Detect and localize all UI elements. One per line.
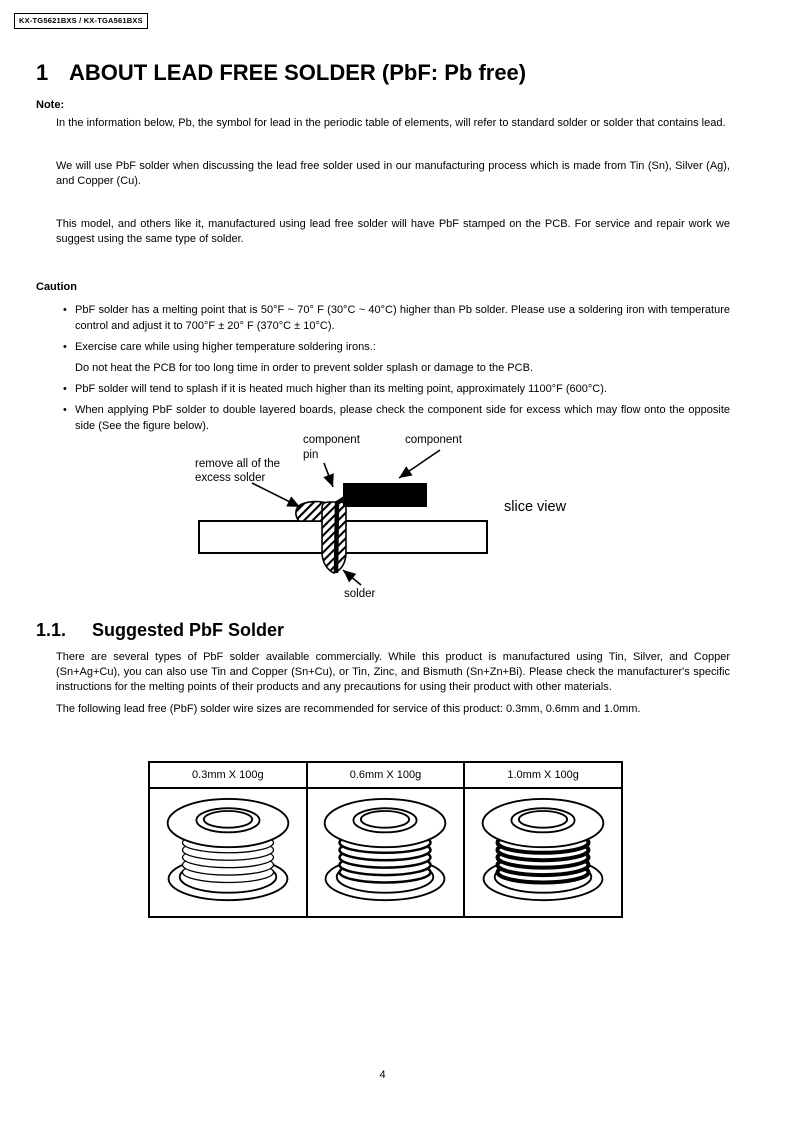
component-shape <box>343 483 427 507</box>
bullet-icon: • <box>63 341 67 353</box>
arrow-remove-excess <box>252 483 300 507</box>
solder-sizes-table <box>148 761 623 918</box>
bullet-icon: • <box>63 383 67 395</box>
caution-item-text: PbF solder has a melting point that is 50°F ~ 70° F (30°C ~ 40°C) higher than Pb solder. Please use a soldering iron with temperature control and adjust it to 700°F ± 20° F (370°C ± 10°C). <box>75 304 730 332</box>
caution-label: Caution <box>36 281 77 293</box>
caution-list <box>63 302 730 439</box>
diagram-label-remove-excess: excess solder <box>195 472 266 484</box>
solder-size-header: 1.0mm X 100g <box>464 762 622 788</box>
bullet-icon: • <box>63 304 67 316</box>
subsection-paragraph: The following lead free (PbF) solder wire sizes are recommended for service of this product: 0.3mm, 0.6mm and 1.0mm. <box>56 703 641 715</box>
caution-item <box>63 302 730 334</box>
note-label: Note: <box>36 99 65 111</box>
bullet-spacer <box>63 360 75 376</box>
model-number-header: KX-TG5621BXS / KX-TGA561BXS <box>14 13 148 29</box>
caution-item <box>63 360 730 376</box>
subsection-heading <box>36 618 284 642</box>
diagram-label-component: component <box>405 434 462 446</box>
solder-spool-cell <box>307 788 465 917</box>
section-number: 1 <box>36 60 49 85</box>
bullet-icon: • <box>63 404 67 416</box>
section-title: ABOUT LEAD FREE SOLDER (PbF: Pb free) <box>69 60 527 85</box>
arrow-component <box>399 450 440 478</box>
solder-spool-cell <box>149 788 307 917</box>
note-paragraph: In the information below, Pb, the symbol for lead in the periodic table of elements, will refer to standard solder or solder that contains lead. <box>56 117 726 129</box>
diagram-label-remove-excess: remove all of the <box>195 458 281 470</box>
caution-item-text: When applying PbF solder to double layered boards, please check the component side for excess which may flow onto the opposite side (See the figure below). <box>75 404 730 432</box>
caution-item <box>63 381 730 397</box>
caution-item-text: Exercise care while using higher temperature soldering irons.: <box>75 341 376 353</box>
arrow-solder <box>343 570 361 585</box>
solder-slice-view-diagram <box>150 425 650 615</box>
solder-spool-image <box>478 794 608 906</box>
subsection-number: 1.1. <box>36 620 67 640</box>
arrow-component-pin <box>324 463 333 487</box>
note-paragraphs <box>56 116 730 275</box>
solder-spool-image <box>163 794 293 906</box>
table-row <box>149 788 622 917</box>
solder-size-header: 0.6mm X 100g <box>307 762 465 788</box>
solder-spool-cell <box>464 788 622 917</box>
diagram-label-component-pin: pin <box>303 449 319 461</box>
diagram-label-slice-view: slice view <box>504 499 567 515</box>
subsection-title: Suggested PbF Solder <box>92 620 285 640</box>
note-paragraph: This model, and others like it, manufactured using lead free solder will have PbF stamped on the PCB. For service and repair work we suggest using the same type of solder. <box>56 218 730 245</box>
subsection-paragraph: There are several types of PbF solder available commercially. While this product is manufactured using Tin, Silver, and Copper (Sn+Ag+Cu), you can also use Tin and Copper (Sn+Cu), or Tin, Zinc, and Bismuth (Sn+Zn+Bi). Please check the manufacturer's specific instructions for the melting points of their products and any precautions for using their product with other materials. <box>56 651 730 693</box>
page-number: 4 <box>379 1069 386 1081</box>
caution-item-text: PbF solder will tend to splash if it is heated much higher than its melting point, approximately 1100°F (600°C). <box>75 383 607 395</box>
note-paragraph: We will use PbF solder when discussing the lead free solder used in our manufacturing process which is made from Tin (Sn), Silver (Ag), and Copper (Cu). <box>56 160 730 187</box>
diagram-label-solder: solder <box>344 588 376 600</box>
solder-size-header: 0.3mm X 100g <box>149 762 307 788</box>
section-heading <box>36 60 526 86</box>
subsection-paragraphs <box>56 650 730 724</box>
solder-spool-image <box>320 794 450 906</box>
caution-item-text: Do not heat the PCB for too long time in order to prevent solder splash or damage to the PCB. <box>75 362 533 374</box>
diagram-label-component-pin: component <box>303 434 360 446</box>
caution-item <box>63 339 730 355</box>
